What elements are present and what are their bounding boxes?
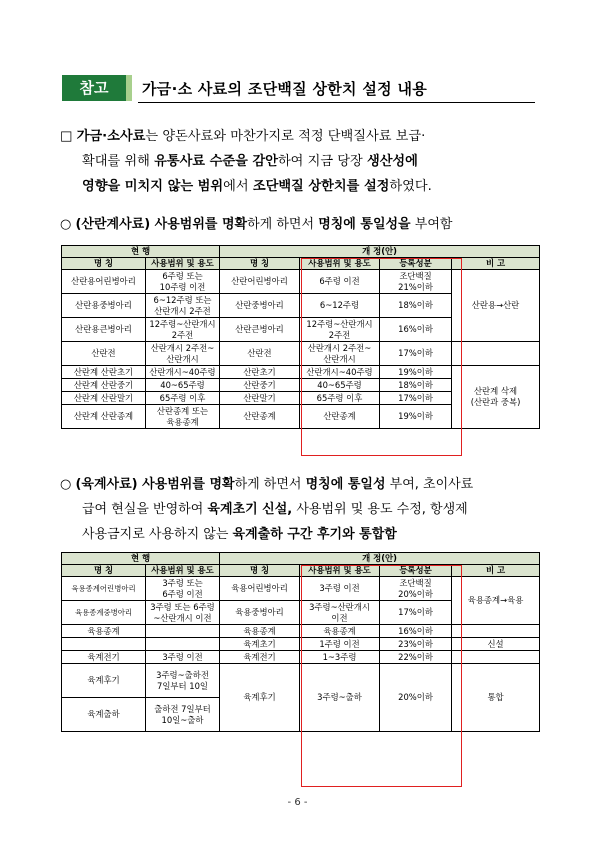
cell: 12주령~산란개시 2주전: [300, 318, 380, 342]
cell: 산란종계: [220, 405, 300, 429]
table-row: [62, 651, 540, 664]
cell: 조단백질 21%이하: [380, 270, 452, 294]
cell: 3주령 또는 6주령 ~산란개시 이전: [146, 601, 220, 625]
merged-cell: 20%이하: [380, 664, 452, 732]
cell: 23%이하: [380, 638, 452, 651]
broiler-b: 하게 하면서: [234, 477, 306, 492]
intro-line2-b: 유통사료 수준을 감안: [154, 154, 278, 169]
table-row: [62, 342, 540, 366]
cell: 3주령~출하전 7일부터 10일: [146, 664, 220, 698]
cell: 산란종계 또는 육용종계: [146, 405, 220, 429]
cell: 육용종계: [220, 625, 300, 638]
cell: 6~12주령: [300, 294, 380, 318]
cell: 산란용어린병아리: [62, 270, 146, 294]
note-cell: 육용종계→육용: [452, 577, 540, 625]
note-cell: 산란용→산란: [452, 270, 540, 342]
cell: 19%이하: [380, 366, 452, 379]
cell: 산란전: [220, 342, 300, 366]
cell: 육용중병아리: [220, 601, 300, 625]
cell: 17%이하: [380, 601, 452, 625]
cell: 산란개시 2주전~ 산란개시: [146, 342, 220, 366]
cell: 17%이하: [380, 392, 452, 405]
table-row: [62, 270, 540, 294]
layer-feed-paragraph: [60, 212, 540, 237]
cell: 산란큰병아리: [220, 318, 300, 342]
cell: 산란중기: [220, 379, 300, 392]
cell: 1주령 이전: [300, 638, 380, 651]
cell: 육계후기: [62, 664, 146, 698]
cell: 육용종계: [62, 625, 146, 638]
broiler-l2-a: 급여 현실을 반영하여: [82, 502, 208, 517]
merged-cell: 통합: [452, 664, 540, 732]
cell: 3주령 이전: [146, 651, 220, 664]
intro-line2-a: 확대를 위해: [82, 154, 155, 169]
cell: 16%이하: [380, 625, 452, 638]
revised-header: 개 정(안): [220, 553, 540, 565]
layer-feed-b: 하게 하면서: [247, 217, 319, 232]
col-note: 비 고: [452, 258, 540, 270]
note-cell: 산란계 삭제 (산란과 중복): [452, 366, 540, 429]
layer-feed-table: [61, 245, 540, 429]
empty-cell: [146, 625, 220, 638]
cell: 산란중병아리: [220, 294, 300, 318]
cell: 육용종계: [300, 625, 380, 638]
empty-cell: [452, 342, 540, 366]
cell: 6~12주령 또는 산란개시 2주전: [146, 294, 220, 318]
broiler-c: 명칭에 통일성: [305, 477, 386, 492]
header-underline: [138, 102, 535, 103]
intro-paragraph: [60, 124, 540, 199]
page-number: - 6 -: [287, 797, 308, 808]
col-name: 명 칭: [62, 565, 146, 577]
cell: 6주령 또는 10주령 이전: [146, 270, 220, 294]
cell: 산란계 산란초기: [62, 366, 146, 379]
broiler-l3-b: 육계출하 구간 후기와 통합함: [232, 527, 397, 542]
empty-cell: [452, 625, 540, 638]
cell: 산란전: [62, 342, 146, 366]
cell: 산란종계: [300, 405, 380, 429]
broiler-feed-table: [61, 552, 540, 732]
table-row: [62, 366, 540, 379]
cell: 산란용중병아리: [62, 294, 146, 318]
cell: 3주령 또는 6주령 이전: [146, 577, 220, 601]
intro-line2-c: 하여 지금 당장: [277, 154, 367, 169]
broiler-l2-c: 사용범위 및 용도 수정, 항생제: [292, 502, 468, 517]
intro-line3-b: 에서: [223, 179, 253, 194]
section-header: [62, 75, 535, 105]
col-name: 명 칭: [220, 258, 300, 270]
empty-cell: [62, 638, 146, 651]
cell: 40~65주령: [146, 379, 220, 392]
cell: 출하전 7일부터 10일~출하: [146, 698, 220, 732]
col-reg: 등록성분: [380, 565, 452, 577]
col-reg: 등록성분: [380, 258, 452, 270]
layer-feed-c: 명칭에 통일성을: [318, 217, 411, 232]
broiler-a: (육계사료) 사용범위를 명확: [75, 477, 235, 492]
cell: 육계초기: [220, 638, 300, 651]
cell: 22%이하: [380, 651, 452, 664]
col-range: 사용범위 및 용도: [146, 565, 220, 577]
broiler-l3-a: 사용금지로 사용하지 않는: [82, 527, 233, 542]
cell: 12주령~산란개시 2주전: [146, 318, 220, 342]
col-range: 사용범위 및 용도: [300, 258, 380, 270]
intro-line3-d: 하였다.: [389, 179, 432, 194]
cell: 산란개시~40주령: [300, 366, 380, 379]
cell: 육용어린병아리: [220, 577, 300, 601]
section-title: 가금·소 사료의 조단백질 상한치 설정 내용: [142, 80, 428, 98]
circle-bullet: ○: [60, 477, 72, 492]
cell: 산란말기: [220, 392, 300, 405]
col-range: 사용범위 및 용도: [146, 258, 220, 270]
badge-accent: [126, 75, 132, 101]
cell: 19%이하: [380, 405, 452, 429]
cell: 조단백질 20%이하: [380, 577, 452, 601]
cell: 산란개시 2주전~ 산란개시: [300, 342, 380, 366]
col-name: 명 칭: [62, 258, 146, 270]
cell: 산란계 산란말기: [62, 392, 146, 405]
broiler-d: 부여, 초이사료: [385, 477, 474, 492]
col-note: 비 고: [452, 565, 540, 577]
merged-cell: 3주령~출하: [300, 664, 380, 732]
cell: 16%이하: [380, 318, 452, 342]
circle-bullet: ○: [60, 217, 72, 232]
intro-line2-d: 생산성에: [366, 154, 418, 169]
col-range: 사용범위 및 용도: [300, 565, 380, 577]
intro-line3-a: 영향을 미치지 않는 범위: [82, 179, 224, 194]
cell: 산란계 산란중기: [62, 379, 146, 392]
intro-subject: 가금·소사료: [76, 129, 146, 144]
layer-feed-a: (산란계사료) 사용범위를 명확: [75, 217, 248, 232]
cell: 6주령 이전: [300, 270, 380, 294]
empty-cell: [452, 651, 540, 664]
col-name: 명 칭: [220, 565, 300, 577]
empty-cell: [146, 638, 220, 651]
merged-cell: 육계후기: [220, 664, 300, 732]
broiler-l2-b: 육계초기 신설,: [207, 502, 293, 517]
reference-badge: 참고: [62, 75, 126, 101]
cell: 산란어린병아리: [220, 270, 300, 294]
current-header: 현 행: [62, 553, 220, 565]
cell: 18%이하: [380, 294, 452, 318]
cell: 산란용큰병아리: [62, 318, 146, 342]
intro-line1: 는 양돈사료와 마찬가지로 적정 단백질사료 보급·: [145, 129, 426, 144]
cell: 산란개시~40주령: [146, 366, 220, 379]
square-bullet: □: [60, 129, 73, 144]
current-header: 현 행: [62, 246, 220, 258]
cell: 육용종계중병아리: [62, 601, 146, 625]
cell: 육계전기: [220, 651, 300, 664]
cell: 육계출하: [62, 698, 146, 732]
broiler-feed-paragraph: [60, 472, 540, 547]
table-row: [62, 625, 540, 638]
table-row: [62, 638, 540, 651]
cell: 3주령~산란개시 이전: [300, 601, 380, 625]
table-row: [62, 577, 540, 601]
cell: 신설: [452, 638, 540, 651]
cell: 육용종계어린병아리: [62, 577, 146, 601]
intro-line3-c: 조단백질 상한치를 설정: [252, 179, 390, 194]
cell: 육계전기: [62, 651, 146, 664]
cell: 17%이하: [380, 342, 452, 366]
cell: 40~65주령: [300, 379, 380, 392]
cell: 18%이하: [380, 379, 452, 392]
cell: 3주령 이전: [300, 577, 380, 601]
cell: 65주령 이후: [146, 392, 220, 405]
table-row: [62, 664, 540, 698]
cell: 산란계 산란종계: [62, 405, 146, 429]
revised-header: 개 정(안): [220, 246, 540, 258]
layer-feed-d: 부여함: [410, 217, 453, 232]
cell: 1~3주령: [300, 651, 380, 664]
cell: 산란초기: [220, 366, 300, 379]
cell: 65주령 이후: [300, 392, 380, 405]
